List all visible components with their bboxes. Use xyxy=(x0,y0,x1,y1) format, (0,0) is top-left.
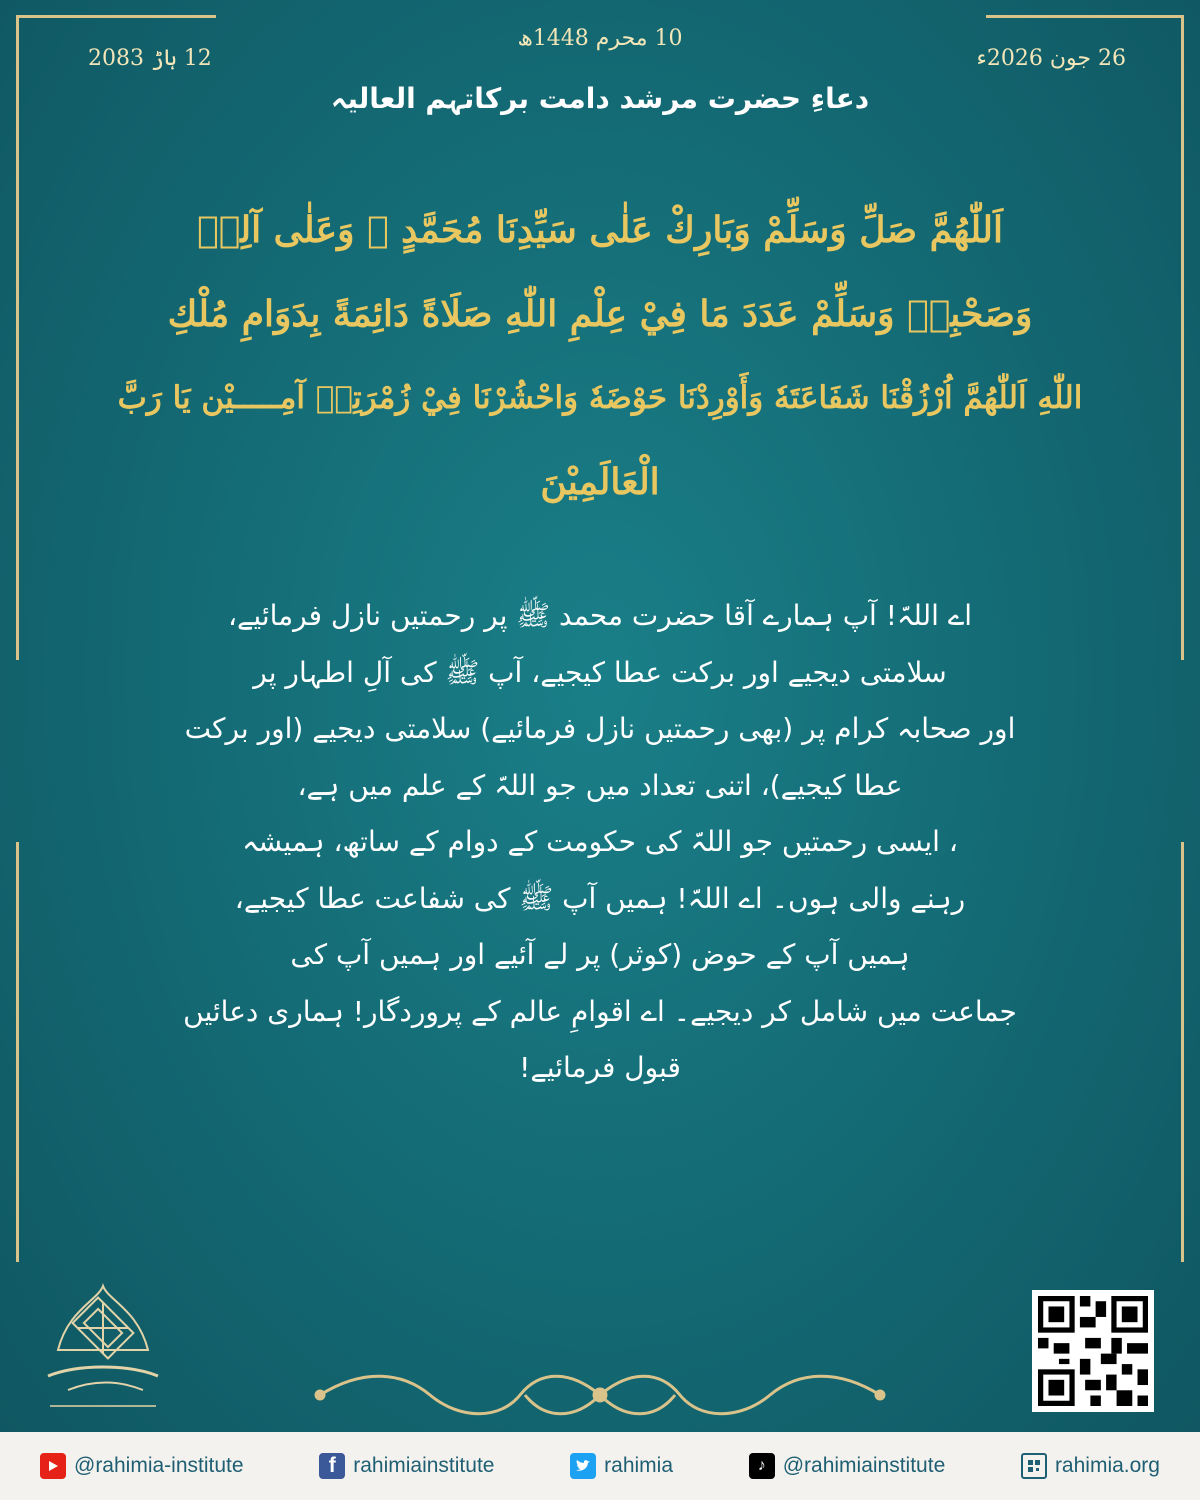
twitter-icon xyxy=(570,1453,596,1479)
tiktok-link[interactable] xyxy=(749,1453,946,1479)
youtube-link[interactable] xyxy=(40,1453,244,1479)
bikrami-date: 12 ہاڑ 2083 xyxy=(88,46,212,71)
rahimia-logo xyxy=(38,1280,168,1420)
qr-pattern xyxy=(1038,1296,1148,1406)
translation-line-1: اے اللہّ! آپ ہمارے آقا حضرت محمد ﷺ پر رحمتیں نازل فرمائیے، xyxy=(227,599,973,632)
hijri-date: 10 محرم 1448ھ xyxy=(517,26,683,51)
translation-line-9: قبول فرمائیے! xyxy=(519,1051,681,1084)
dua-arabic-line-3: اللّٰهِ اَللّٰهُمَّ اُرْزُقْنَا شَفَاعَتَهٗ وَأَوْرِدْنَا حَوْضَهٗ وَاحْشُرْنَا فِيْ زُمْرَتِهٖ آمِـــــيْن يَا رَبَّ xyxy=(117,380,1083,416)
qr-code[interactable] xyxy=(1032,1290,1154,1412)
twitter-handle: rahimia xyxy=(604,1454,674,1477)
facebook-handle: rahimiainstitute xyxy=(353,1454,495,1477)
website-url: rahimia.org xyxy=(1054,1454,1160,1477)
frame-top-left xyxy=(16,15,216,18)
translation-line-2: سلامتی دیجیے اور برکت عطا کیجیے، آپ ﷺ کی آلِ اطہار پر xyxy=(253,655,947,689)
translation-urdu xyxy=(140,588,1060,1097)
translation-line-6: رہنے والی ہوں۔ اے اللہّ! ہمیں آپ ﷺ کی شفاعت عطا کیجیے، xyxy=(234,881,966,915)
gregorian-date: 26 جون 2026ء xyxy=(976,46,1126,71)
social-footer xyxy=(0,1432,1200,1500)
frame-right-lower xyxy=(1181,842,1184,1262)
page-title: دعاءِ حضرت مرشد دامت برکاتہم العالیہ xyxy=(330,82,870,115)
translation-line-3: اور صحابہ کرام پر (بھی رحمتیں نازل فرمائیے) سلامتی دیجیے (اور برکت xyxy=(184,712,1016,745)
facebook-link[interactable] xyxy=(319,1453,494,1479)
tiktok-handle: @rahimiainstitute xyxy=(782,1454,946,1477)
gold-ornament xyxy=(300,1365,900,1425)
translation-line-8: جماعت میں شامل کر دیجیے۔ اے اقوامِ عالم کے پروردگار! ہماری دعائیں xyxy=(183,994,1017,1028)
tiktok-icon: ♪ xyxy=(749,1453,775,1479)
frame-left-lower xyxy=(16,842,19,1262)
website-link[interactable] xyxy=(1021,1453,1160,1479)
translation-line-5: ، ایسی رحمتیں جو اللہّ کی حکومت کے دوام کے ساتھ، ہمیشہ xyxy=(242,825,958,858)
qr-globe-icon xyxy=(1021,1453,1047,1479)
facebook-icon: f xyxy=(319,1453,345,1479)
dua-arabic-line-2: وَصَحْبِهٖ وَسَلِّمْ عَدَدَ مَا فِيْ عِلْمِ اللّٰهِ صَلَاةً دَائِمَةً بِدَوَامِ مُلْكِ xyxy=(167,293,1033,335)
dua-arabic xyxy=(70,188,1130,524)
youtube-icon xyxy=(40,1453,66,1479)
translation-line-4: عطا کیجیے)، اتنی تعداد میں جو اللہّ کے علم میں ہے، xyxy=(297,768,903,802)
dua-arabic-line-1: اَللّٰهُمَّ صَلِّ وَسَلِّمْ وَبَارِكْ عَلٰى سَيِّدِنَا مُحَمَّدٍ ﷺ وَعَلٰى آلِهٖ xyxy=(196,209,1004,251)
dua-arabic-line-4: الْعَالَمِيْنَ xyxy=(540,461,660,503)
twitter-link[interactable] xyxy=(570,1453,673,1479)
translation-line-7: ہمیں آپ کے حوض (کوثر) پر لے آئیے اور ہمیں آپ کی xyxy=(290,938,910,971)
frame-top-right xyxy=(986,15,1184,18)
youtube-handle: @rahimia-institute xyxy=(74,1454,244,1477)
